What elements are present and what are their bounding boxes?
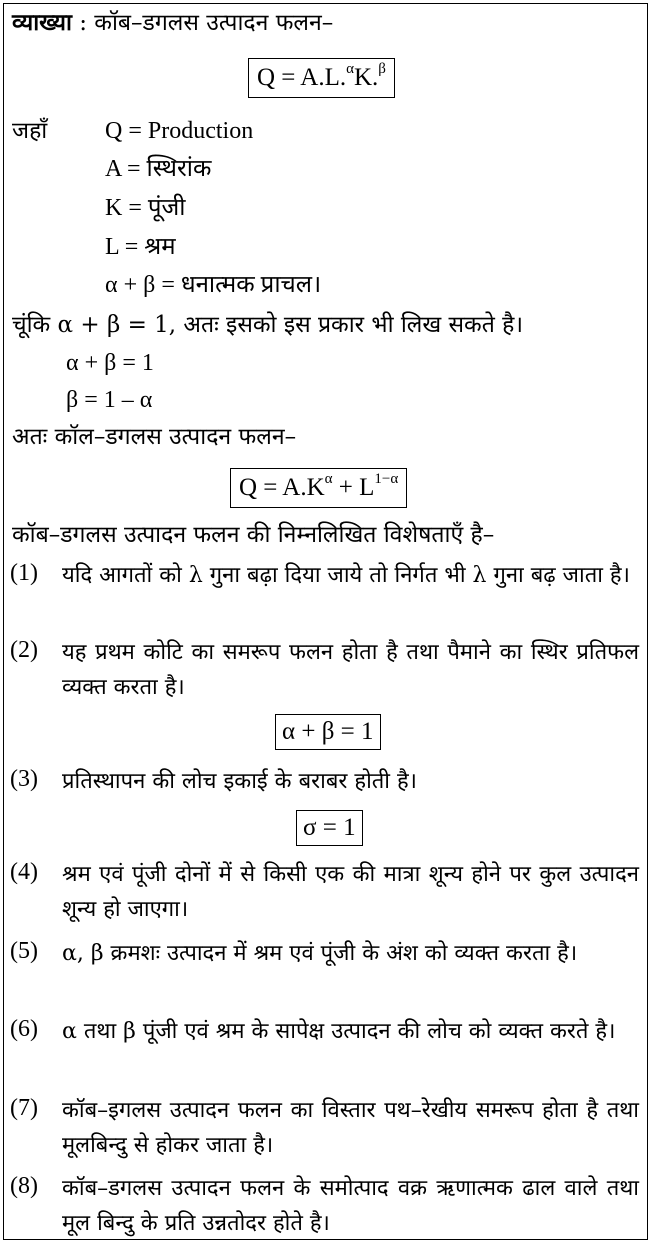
formula1-base: Q = A.L. bbox=[257, 64, 347, 91]
formula2-exp-one-minus-alpha: 1−α bbox=[374, 471, 399, 487]
item-number-8: (8) bbox=[10, 1173, 38, 1199]
item-text-8: कॉब–डगलस उत्पादन फलन के समोत्पाद वक्र ऋणात्मक ढाल वाले तथा मूल बिन्दु के प्रति उन्नतोदर होते है। bbox=[62, 1176, 639, 1236]
item-number-5: (5) bbox=[10, 938, 38, 964]
formula-box-1 bbox=[248, 58, 395, 98]
formula1-exp-alpha: α bbox=[346, 61, 354, 77]
item-text-7: कॉब–इगलस उत्पादन फलन का विस्तार पथ–रेखीय समरूप होता है तथा मूलबिन्दु से होकर जाता है। bbox=[62, 1098, 639, 1158]
item-number-4: (4) bbox=[10, 859, 38, 885]
item-number-2: (2) bbox=[10, 637, 38, 663]
equation-2: β = 1 – α bbox=[66, 387, 153, 413]
item-text-5: α, β क्रमशः उत्पादन में श्रम एवं पूंजी के अंश को व्यक्त करता है। bbox=[62, 941, 578, 966]
item-number-1: (1) bbox=[10, 560, 38, 586]
where-item-k: K = पूंजी bbox=[105, 195, 186, 221]
formula1-exp-beta: β bbox=[378, 61, 386, 77]
box-alpha-beta: α + β = 1 bbox=[275, 714, 381, 750]
item-number-3: (3) bbox=[10, 766, 38, 792]
item-text-3: प्रतिस्थापन की लोच इकाई के बराबर होती है। bbox=[62, 769, 418, 794]
item-number-6: (6) bbox=[10, 1016, 38, 1042]
where-item-l: L = श्रम bbox=[105, 234, 176, 260]
heading bbox=[12, 8, 333, 38]
features-intro: कॉब–डगलस उत्पादन फलन की निम्नलिखित विशेषताएँ है– bbox=[12, 522, 495, 548]
where-item-alpha-beta: α + β = धनात्मक प्राचल। bbox=[105, 272, 322, 298]
where-item-a: A = स्थिरांक bbox=[105, 156, 212, 182]
since-text: चूंकि α + β = 1, अतः इसको इस प्रकार भी लिख सकते है। bbox=[12, 312, 524, 338]
item-text-6: α तथा β पूंजी एवं श्रम के सापेक्ष उत्पादन की लोच को व्यक्त करते है। bbox=[62, 1019, 616, 1044]
where-item-q: Q = Production bbox=[105, 118, 254, 144]
equation-1: α + β = 1 bbox=[66, 350, 154, 376]
item-text-1: यदि आगतों को λ गुना बढ़ा दिया जाये तो निर्गत भी λ गुना बढ़ जाता है। bbox=[62, 563, 630, 588]
item-number-7: (7) bbox=[10, 1095, 38, 1121]
item-text-4: श्रम एवं पूंजी दोनों में से किसी एक की मात्रा शून्य होने पर कुल उत्पादन शून्य हो जाएगा। bbox=[62, 862, 639, 922]
where-label: जहाँ bbox=[12, 118, 48, 144]
formula-box-2 bbox=[230, 468, 407, 508]
item-text-2: यह प्रथम कोटि का समरूप फलन होता है तथा पैमाने का स्थिर प्रतिफल व्यक्त करता है। bbox=[62, 640, 639, 700]
formula2-base: Q = A.K bbox=[239, 474, 325, 501]
therefore-text: अतः कॉल–डगलस उत्पादन फलन– bbox=[12, 424, 297, 450]
formula1-mid: K. bbox=[353, 64, 379, 91]
heading-text: कॉब–डगलस उत्पादन फलन– bbox=[94, 10, 334, 36]
heading-separator: : bbox=[71, 10, 95, 36]
box-sigma: σ = 1 bbox=[296, 810, 363, 846]
formula2-exp-alpha: α bbox=[324, 471, 333, 487]
solution-page bbox=[3, 3, 648, 1240]
heading-label: व्याख्या bbox=[12, 9, 72, 36]
formula2-mid: + L bbox=[332, 474, 375, 501]
